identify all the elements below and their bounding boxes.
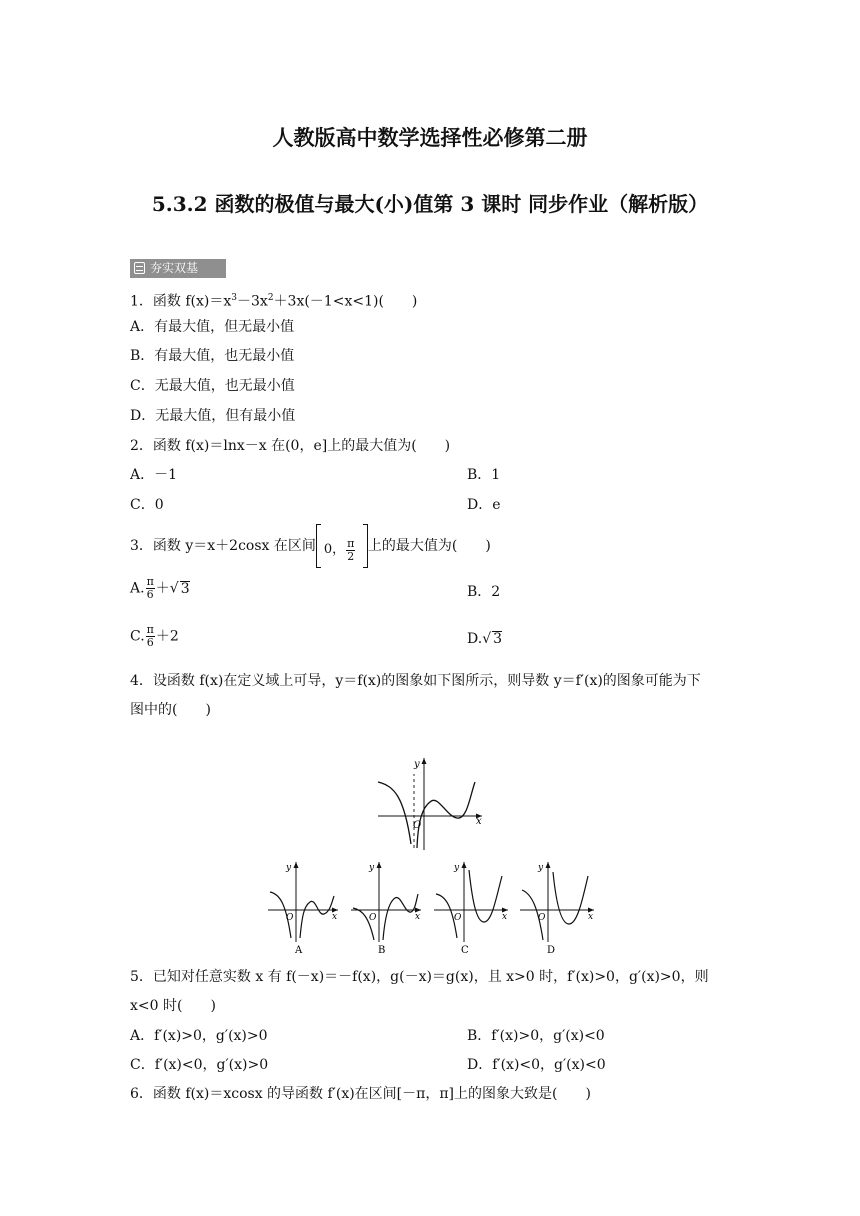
q3-option-d: D.√ 3 [467, 631, 503, 647]
svg-text:O: O [538, 913, 546, 923]
q5-stem-line2: x<0 时( ) [130, 998, 216, 1014]
q5-option-d: D．f′(x)<0，g′(x)<0 [467, 1057, 606, 1073]
q1-option-a: A．有最大值，但无最小值 [130, 319, 295, 335]
q5-option-b: B．f′(x)>0，g′(x)<0 [467, 1028, 605, 1044]
q1-option-b: B．有最大值，也无最小值 [130, 348, 295, 364]
svg-text:y: y [369, 863, 375, 873]
document-title: 人教版高中数学选择性必修第二册 [272, 125, 588, 150]
svg-text:y: y [538, 863, 544, 873]
svg-text:O: O [454, 913, 462, 923]
section-label: 夯实双基 [150, 261, 199, 275]
q2-option-c: C．0 [130, 497, 164, 513]
option-label-c: C [461, 945, 469, 956]
svg-text:x: x [502, 912, 508, 922]
svg-text:y: y [454, 863, 460, 873]
section-badge [130, 259, 226, 278]
q3-option-a: A. $\frac{\pi}{6}$ ＋√ 3 [130, 575, 190, 601]
main-origin-label: O [413, 820, 422, 831]
q5-option-a: A．f′(x)>0，g′(x)>0 [130, 1028, 268, 1044]
q3-stem: 3．函数 y＝x＋2cosx 在区间 0， $\frac{\pi}{2}$ 上的最大值为( ) [130, 524, 491, 568]
q4-option-c-figure [430, 858, 512, 958]
q5-stem-line1: 5．已知对任意实数 x 有 f(－x)＝－f(x)，g(－x)＝g(x)，且 x>0 时，f′(x)>0，g′(x)>0，则 [130, 969, 709, 985]
option-label-b: B [378, 945, 386, 956]
svg-text:x: x [588, 912, 594, 922]
option-label-a: A [295, 945, 303, 956]
q5-option-c: C．f′(x)<0，g′(x)>0 [130, 1057, 269, 1073]
document-subtitle: 5.3.2 函数的极值与最大(小)值第 3 课时 同步作业（解析版） [151, 192, 709, 216]
q4-option-a-figure [264, 858, 342, 958]
q4-option-b-figure [347, 858, 425, 958]
q2-option-d: D．e [467, 497, 501, 513]
q4-option-d-figure [516, 858, 598, 958]
main-axis-x-label: x [476, 816, 482, 827]
q4-stem-line1: 4．设函数 f(x)在定义域上可导，y＝f(x)的图象如下图所示，则导数 y＝f′(x)的图象可能为下 [130, 673, 701, 689]
q4-main-figure [372, 752, 490, 854]
q1-stem: 1．函数 $f(x)=x^3-3x^2+3x(-1<x<1)$( ) [130, 293, 418, 310]
q3-option-c: C. $\frac{\pi}{6}$ ＋2 [130, 623, 179, 649]
option-label-d: D [547, 945, 556, 956]
q4-stem-line2: 图中的( ) [130, 702, 211, 718]
svg-text:x: x [332, 912, 338, 922]
svg-text:x: x [415, 912, 421, 922]
svg-text:y: y [286, 863, 292, 873]
q1-option-d: D．无最大值，但有最小值 [130, 408, 296, 424]
svg-text:O: O [286, 913, 294, 923]
main-axis-y-label: y [414, 759, 420, 770]
q6-stem: 6．函数 f(x)＝xcosx 的导函数 f′(x)在区间[－π，π]上的图象大致是( ) [130, 1086, 591, 1102]
svg-text:O: O [369, 913, 377, 923]
q3-option-b: B．2 [467, 584, 501, 600]
q2-stem: 2．函数 f(x)＝lnx－x 在(0，e]上的最大值为( ) [130, 438, 451, 454]
q2-option-a: A．－1 [130, 467, 178, 483]
q2-option-b: B．1 [467, 467, 501, 483]
document-icon [134, 262, 145, 274]
q1-option-c: C．无最大值，也无最小值 [130, 378, 295, 394]
q3-interval: 0， $\frac{\pi}{2}$ [316, 524, 368, 568]
